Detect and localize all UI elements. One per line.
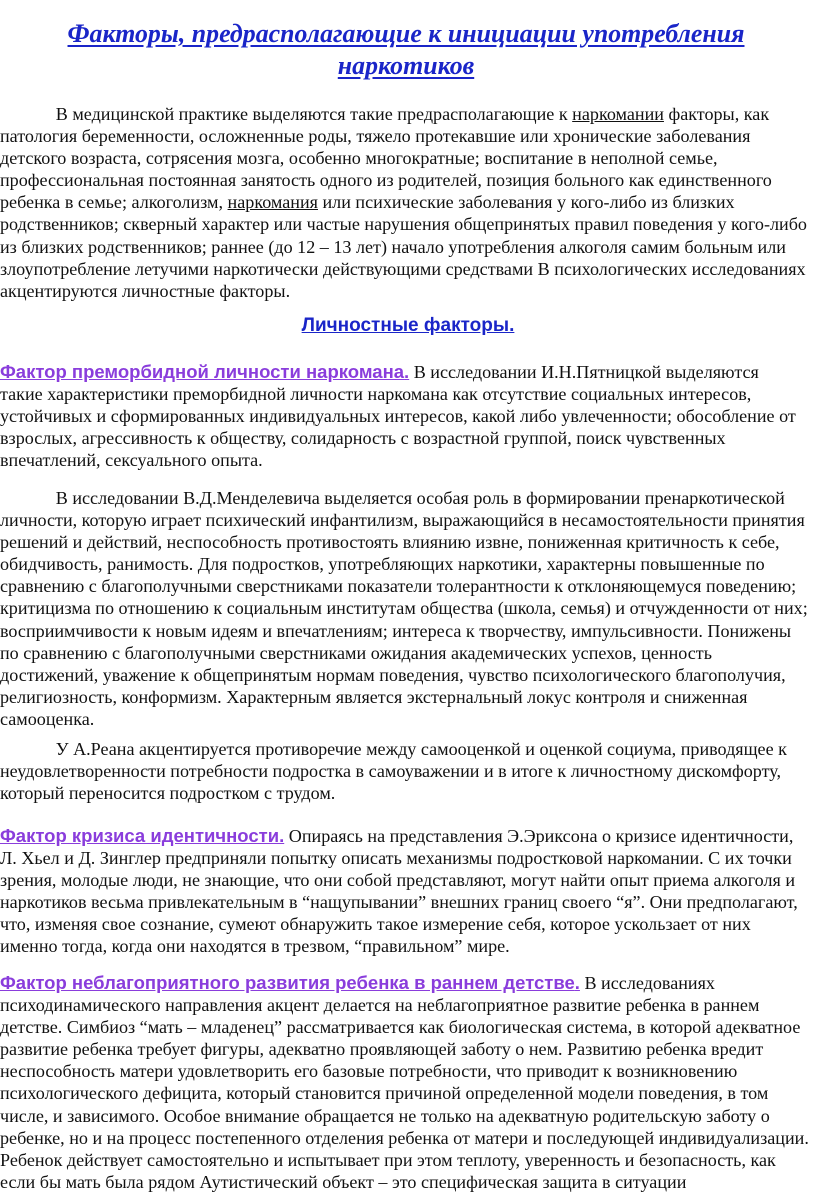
factor3-line: Фактор неблагоприятного развития ребенка в раннем детстве. В исследованиях	[0, 972, 715, 993]
mendelevich-line: критицизма по отношению к социальным институтам общества (школа, семья) и отчужденности от них;	[0, 598, 808, 619]
mendelevich-line: сравнению с благополучными сверстниками показатели толерантности к отклоняющемуся поведению;	[0, 576, 797, 597]
factor3-line: развитие ребенка требует фигуры, адекватно проявляющей заботу о нем. Развитию ребенка вредит	[0, 1039, 764, 1060]
intro-text: ребенка в семье; алкоголизм,	[0, 192, 228, 213]
intro-line: детского возраста, сотрясения мозга, особенно многократные; воспитание в неполной семье,	[0, 148, 718, 169]
title-line-1: Факторы, предрасполагающие к инициации употребления	[67, 19, 745, 48]
narkomania-link[interactable]: наркомания	[227, 192, 318, 213]
intro-text: В медицинской практике выделяются такие предрасполагающие к	[55, 104, 573, 124]
mendelevich-line: личности, которую играет психический инфантилизм, выражающийся в несамостоятельности принятия	[0, 510, 805, 531]
rean-paragraph	[0, 738, 816, 804]
intro-text: или психические заболевания у кого-либо из близких	[317, 192, 735, 213]
intro-line	[0, 103, 812, 125]
factor2-line: зрения, молодые люди, не знающие, что они собой представляют, могут найти опыт приема алкоголя и	[0, 870, 796, 891]
factor3-line: психодинамического направления акцент делается на неблагоприятное развитие ребенка в раннем	[0, 995, 760, 1016]
factor1-line: впечатлений, сексуального опыта.	[0, 450, 263, 471]
factor2-line	[0, 825, 812, 847]
intro-line: патология беременности, осложненные роды, тяжело протекавшие или хронические заболевания	[0, 126, 751, 147]
mendelevich-line: В исследовании В.Д.Менделевича выделяется особая роль в формировании пренаркотической	[55, 488, 785, 508]
factor3-paragraph	[0, 972, 816, 1193]
mendelevich-line: обидчивость, ранимость. Для подростков, употребляющих наркотики, характерны повышенные по	[0, 554, 765, 575]
section-heading-personal-factors: Личностные факторы.	[301, 315, 515, 336]
factor2-line: именно тогда, когда они находятся в трезвом, “правильном” мире.	[0, 936, 510, 957]
narkomania-link[interactable]: наркомании	[572, 104, 664, 124]
factor3-line: психологического дефицита, который становится причиной определенной модели поведения, в том	[0, 1083, 769, 1104]
mendelevich-line: самооценка.	[0, 708, 95, 729]
factor2-line: наркотиков весьма привлекательным в “нащупывании” внешних границ своего “я”. Они предполагают,	[0, 892, 798, 913]
factor1-heading: Фактор преморбидной личности наркомана	[0, 361, 405, 382]
factor1-line: такие характеристики преморбидной личности наркомана как отсутствие социальных интересов,	[0, 384, 752, 405]
factor3-line: числе, и зависимого. Особое внимание обращается не только на адекватную родительскую заботу о	[0, 1105, 770, 1126]
factor3-heading: Фактор неблагоприятного развития ребенка в раннем детстве	[0, 972, 575, 993]
mendelevich-paragraph	[0, 487, 816, 730]
mendelevich-line: восприимчивости к новым идеям и впечатлениям; интереса к творчеству, импульсивности. Понижены	[0, 620, 792, 641]
factor3-line: Ребенок действует самостоятельно и испытывает при этом теплоту, уверенность и безопасность, как	[0, 1149, 776, 1170]
rean-line: У А.Реана акцентируется противоречие между самооценкой и оценкой социума, приводящее к	[55, 739, 787, 759]
factor1-line: взрослых, агрессивность к обществу, солидарность с возрастной группой, поиск чувственных	[0, 428, 726, 449]
intro-line: профессиональная постоянная занятость одного из родителей, позиция больного как единственного	[0, 170, 772, 191]
factor3-line: неспособность матери удовлетворить его базовые потребности, что приводит к возникновению	[0, 1061, 738, 1082]
factor3-text: В исследованиях	[579, 973, 715, 993]
rean-line: неудовлетворенности потребности подростка в самоуважении и в итоге к личностному дискомфорту,	[0, 761, 782, 782]
intro-line: злоупотребление летучими наркотически действующими средствами В психологических исследованиях	[0, 258, 806, 279]
intro-line: акцентируются личностные факторы.	[0, 280, 291, 301]
intro-line	[0, 191, 812, 213]
factor2-heading: Фактор кризиса идентичности.	[0, 825, 285, 846]
factor2-line: что, изменяя свое сознание, сумеют обнаружить такое измерение себя, которое ускользает от них	[0, 914, 751, 935]
factor1-line: Фактор преморбидной личности наркомана. В исследовании И.Н.Пятницкой выделяются	[0, 361, 759, 382]
intro-line: из близких родственников; раннее (до 12 – 13 лет) начало употребления алкоголя самим больным или	[0, 236, 786, 257]
factor1-line: устойчивых и сформированных индивидуальных интересов, какой либо увлеченности; обособление от	[0, 406, 796, 427]
factor3-line: если бы мать была рядом Аутистический объект – это специфическая защита в ситуации	[0, 1171, 687, 1192]
factor3-line: ребенке, но и на процесс постепенного отделения ребенка от матери и последующей индивидуализации.	[0, 1127, 809, 1148]
intro-text: факторы, как	[663, 104, 770, 124]
intro-paragraph	[0, 103, 816, 302]
factor1-text: В исследовании И.Н.Пятницкой выделяются	[409, 362, 759, 382]
factor2-text: Опираясь на представления Э.Эриксона о кризисе идентичности,	[284, 826, 794, 846]
mendelevich-line: решений и действий, неспособность противостоять влиянию извне, пониженная критичность к себе,	[0, 532, 780, 553]
document-title	[0, 18, 816, 82]
mendelevich-line: достижений, уважение к общепринятым нормам поведения, чувство психологического благополучия,	[0, 664, 786, 685]
rean-line: который переносится подростком с трудом.	[0, 783, 336, 804]
mendelevich-line: религиозность, конформизм. Характерным является экстернальный локус контроля и сниженная	[0, 686, 748, 707]
factor3-line: детстве. Симбиоз “мать – младенец” рассматривается как биологическая система, в которой адекватное	[0, 1017, 801, 1038]
factor2-line: Л. Хьел и Д. Зинглер предприняли попытку описать механизмы подростковой наркомании. С их точки	[0, 848, 792, 869]
intro-line: родственников; скверный характер или частые нарушения общепринятых правил поведения у кого-либо	[0, 214, 807, 235]
title-line-2: наркотиков	[337, 51, 475, 80]
factor2-paragraph	[0, 825, 816, 958]
factor1-paragraph	[0, 361, 816, 471]
mendelevich-line: по сравнению с благополучными сверстниками ожидания академических успехов, ценность	[0, 642, 712, 663]
